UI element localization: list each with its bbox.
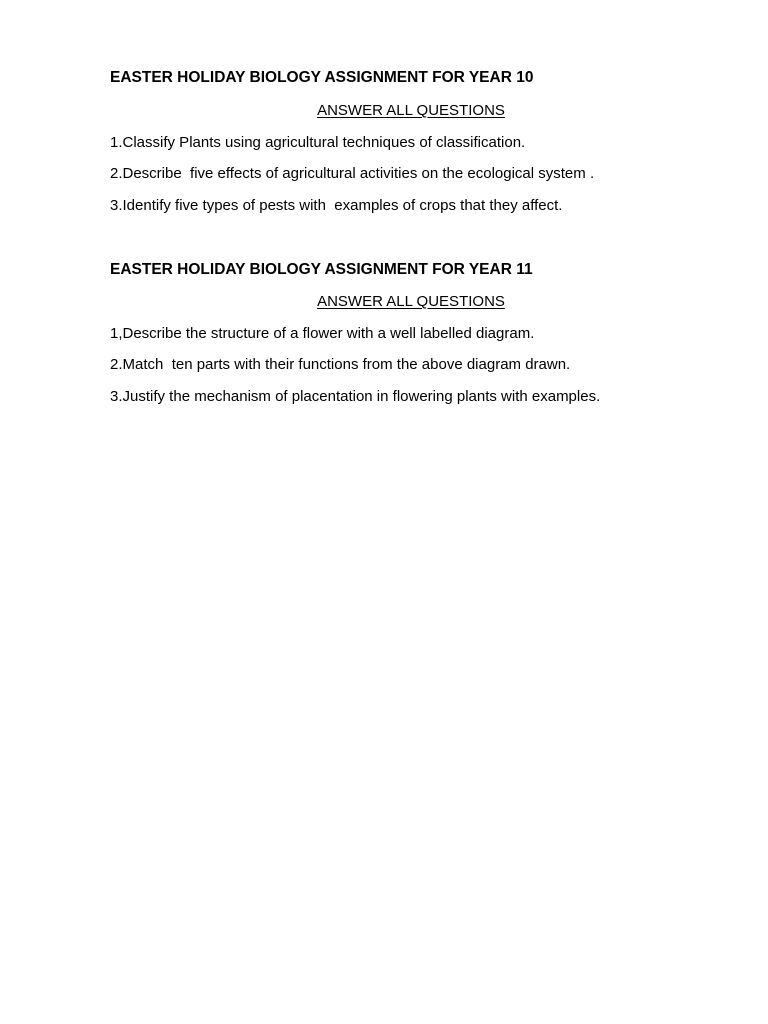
- instruction-text: ANSWER ALL QUESTIONS: [317, 293, 505, 310]
- question-year-10-1: 1.Classify Plants using agricultural techniques of classification.: [110, 134, 526, 151]
- question-year-10-3: 3.Identify five types of pests with examples of crops that they affect.: [110, 197, 563, 214]
- section-instruction-year-10: [110, 102, 712, 120]
- question-year-11-1: 1,Describe the structure of a flower with a well labelled diagram.: [110, 325, 535, 342]
- section-title-year-10: EASTER HOLIDAY BIOLOGY ASSIGNMENT FOR YEAR 10: [110, 69, 534, 86]
- question-year-11-2: 2.Match ten parts with their functions from the above diagram drawn.: [110, 356, 571, 373]
- question-year-10-2: 2.Describe five effects of agricultural activities on the ecological system .: [110, 165, 595, 182]
- section-title-year-11: EASTER HOLIDAY BIOLOGY ASSIGNMENT FOR YEAR 11: [110, 261, 533, 278]
- question-year-11-3: 3.Justify the mechanism of placentation in flowering plants with examples.: [110, 388, 601, 405]
- section-instruction-year-11: [110, 293, 712, 311]
- instruction-text: ANSWER ALL QUESTIONS: [317, 102, 505, 119]
